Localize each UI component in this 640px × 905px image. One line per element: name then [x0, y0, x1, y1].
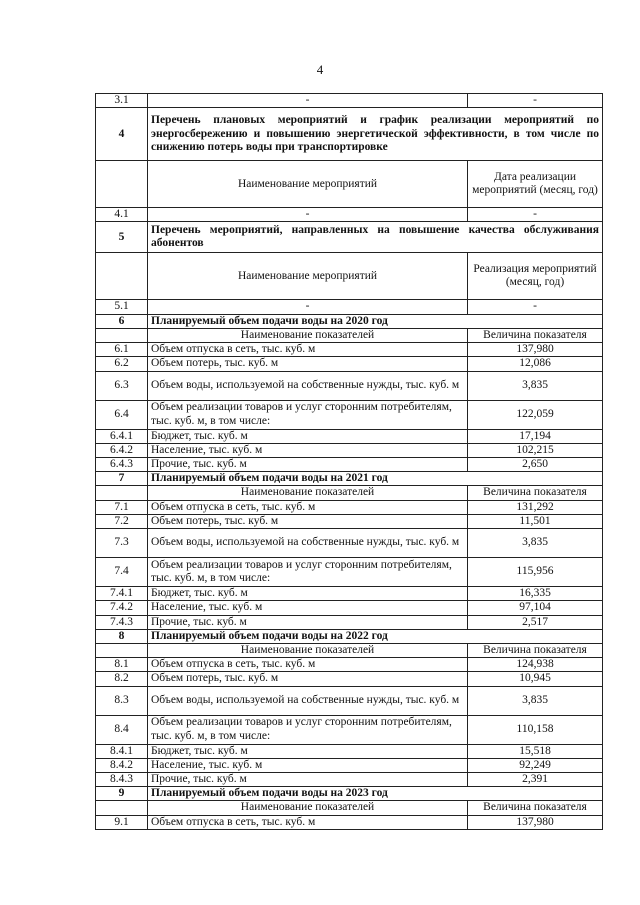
indicator-value: 10,945 — [468, 672, 603, 686]
row-number: 8.4.2 — [96, 758, 148, 772]
empty-cell — [96, 253, 148, 300]
table-row — [96, 429, 603, 443]
table-row — [96, 514, 603, 528]
section-title: Планируемый объем подачи воды на 2020 год — [148, 314, 603, 328]
indicator-name: Объем реализации товаров и услуг сторонним потребителям, тыс. куб. м, в том числе: — [148, 400, 468, 429]
table-row — [96, 773, 603, 787]
row-number: 6.4.2 — [96, 443, 148, 457]
column-header-date: Реализация мероприятий (месяц, год) — [468, 253, 603, 300]
indicator-value: 137,980 — [468, 343, 603, 357]
row-number: 6.4 — [96, 400, 148, 429]
section-header-row — [96, 314, 603, 328]
table-row — [96, 672, 603, 686]
indicator-name: Объем реализации товаров и услуг сторонним потребителям, тыс. куб. м, в том числе: — [148, 715, 468, 744]
section-header-row — [96, 472, 603, 486]
row-number: 8.1 — [96, 658, 148, 672]
row-number: 8.2 — [96, 672, 148, 686]
table-row — [96, 601, 603, 615]
indicator-value: 115,956 — [468, 558, 603, 587]
table-row — [96, 343, 603, 357]
indicator-name: Население, тыс. куб. м — [148, 443, 468, 457]
table-row — [96, 300, 603, 314]
table-row — [96, 615, 603, 629]
row-number: 6.4.1 — [96, 429, 148, 443]
row-number: 6.1 — [96, 343, 148, 357]
dash-cell: - — [468, 208, 603, 222]
row-number: 4.1 — [96, 208, 148, 222]
table-row — [96, 94, 603, 108]
row-number: 8.4.1 — [96, 744, 148, 758]
indicator-value: 3,835 — [468, 371, 603, 400]
dash-cell: - — [468, 300, 603, 314]
table-row — [96, 371, 603, 400]
table-row — [96, 715, 603, 744]
table-row — [96, 558, 603, 587]
column-header-indicator: Наименование показателей — [148, 643, 468, 657]
indicator-name: Бюджет, тыс. куб. м — [148, 744, 468, 758]
indicator-name: Население, тыс. куб. м — [148, 758, 468, 772]
row-number: 7.4.1 — [96, 587, 148, 601]
indicator-value: 2,517 — [468, 615, 603, 629]
column-header-indicator: Наименование показателей — [148, 801, 468, 815]
row-number: 3.1 — [96, 94, 148, 108]
column-header-value: Величина показателя — [468, 801, 603, 815]
section-number: 9 — [96, 787, 148, 801]
section-header-row — [96, 629, 603, 643]
table-row — [96, 815, 603, 829]
indicator-value: 17,194 — [468, 429, 603, 443]
indicator-name: Бюджет, тыс. куб. м — [148, 429, 468, 443]
indicator-name: Объем потерь, тыс. куб. м — [148, 357, 468, 371]
indicator-value: 122,059 — [468, 400, 603, 429]
row-number: 7.2 — [96, 514, 148, 528]
row-number: 7.4 — [96, 558, 148, 587]
indicator-name: Объем отпуска в сеть, тыс. куб. м — [148, 658, 468, 672]
empty-cell — [96, 801, 148, 815]
section-number: 8 — [96, 629, 148, 643]
section-number: 6 — [96, 314, 148, 328]
column-header-indicator: Наименование показателей — [148, 486, 468, 500]
section-number: 5 — [96, 222, 148, 253]
indicator-name: Объем воды, используемой на собственные нужды, тыс. куб. м — [148, 371, 468, 400]
dash-cell: - — [148, 208, 468, 222]
page-number: 4 — [316, 62, 324, 77]
column-header-row — [96, 253, 603, 300]
row-number: 7.1 — [96, 500, 148, 514]
indicator-value: 3,835 — [468, 686, 603, 715]
dash-cell: - — [148, 94, 468, 108]
indicator-name: Объем отпуска в сеть, тыс. куб. м — [148, 343, 468, 357]
row-number: 8.4.3 — [96, 773, 148, 787]
indicator-value: 16,335 — [468, 587, 603, 601]
indicator-name: Прочие, тыс. куб. м — [148, 457, 468, 471]
program-table — [95, 93, 603, 830]
column-header-indicator: Наименование показателей — [148, 328, 468, 342]
indicator-name: Прочие, тыс. куб. м — [148, 773, 468, 787]
empty-cell — [96, 643, 148, 657]
row-number: 8.3 — [96, 686, 148, 715]
indicator-name: Объем отпуска в сеть, тыс. куб. м — [148, 500, 468, 514]
column-header-name: Наименование мероприятий — [148, 253, 468, 300]
empty-cell — [96, 161, 148, 208]
section-header-row — [96, 787, 603, 801]
table-row — [96, 529, 603, 558]
indicator-name: Прочие, тыс. куб. м — [148, 615, 468, 629]
column-header-row — [96, 801, 603, 815]
table-row — [96, 587, 603, 601]
indicator-value: 2,391 — [468, 773, 603, 787]
column-header-row — [96, 161, 603, 208]
row-number: 5.1 — [96, 300, 148, 314]
indicator-value: 97,104 — [468, 601, 603, 615]
section-title: Планируемый объем подачи воды на 2022 год — [148, 629, 603, 643]
empty-cell — [96, 328, 148, 342]
indicator-name: Объем потерь, тыс. куб. м — [148, 672, 468, 686]
indicator-name: Объем воды, используемой на собственные нужды, тыс. куб. м — [148, 529, 468, 558]
table-row — [96, 758, 603, 772]
section-title: Перечень плановых мероприятий и график реализации мероприятий по энергосбережению и повышению энергетической эффективности, в том числе по снижению потерь воды при транспортировке — [148, 108, 603, 161]
row-number: 8.4 — [96, 715, 148, 744]
indicator-name: Объем потерь, тыс. куб. м — [148, 514, 468, 528]
empty-cell — [96, 486, 148, 500]
indicator-name: Население, тыс. куб. м — [148, 601, 468, 615]
row-number: 6.4.3 — [96, 457, 148, 471]
indicator-value: 102,215 — [468, 443, 603, 457]
table-row — [96, 457, 603, 471]
dash-cell: - — [468, 94, 603, 108]
indicator-name: Объем отпуска в сеть, тыс. куб. м — [148, 815, 468, 829]
table-row — [96, 357, 603, 371]
section-title: Перечень мероприятий, направленных на повышение качества обслуживания абонентов — [148, 222, 603, 253]
indicator-name: Объем реализации товаров и услуг сторонним потребителям, тыс. куб. м, в том числе: — [148, 558, 468, 587]
indicator-name: Объем воды, используемой на собственные нужды, тыс. куб. м — [148, 686, 468, 715]
table-row — [96, 500, 603, 514]
indicator-value: 12,086 — [468, 357, 603, 371]
indicator-value: 11,501 — [468, 514, 603, 528]
indicator-value: 131,292 — [468, 500, 603, 514]
section-header-row — [96, 222, 603, 253]
column-header-value: Величина показателя — [468, 643, 603, 657]
column-header-date: Дата реализации мероприятий (месяц, год) — [468, 161, 603, 208]
section-title: Планируемый объем подачи воды на 2023 год — [148, 787, 603, 801]
section-number: 4 — [96, 108, 148, 161]
indicator-value: 124,938 — [468, 658, 603, 672]
table-row — [96, 744, 603, 758]
table-row — [96, 208, 603, 222]
indicator-value: 92,249 — [468, 758, 603, 772]
row-number: 6.2 — [96, 357, 148, 371]
row-number: 7.3 — [96, 529, 148, 558]
column-header-row — [96, 643, 603, 657]
column-header-row — [96, 486, 603, 500]
table-row — [96, 443, 603, 457]
indicator-value: 2,650 — [468, 457, 603, 471]
row-number: 9.1 — [96, 815, 148, 829]
row-number: 7.4.3 — [96, 615, 148, 629]
indicator-value: 3,835 — [468, 529, 603, 558]
column-header-value: Величина показателя — [468, 486, 603, 500]
indicator-name: Бюджет, тыс. куб. м — [148, 587, 468, 601]
section-number: 7 — [96, 472, 148, 486]
indicator-value: 110,158 — [468, 715, 603, 744]
column-header-row — [96, 328, 603, 342]
row-number: 6.3 — [96, 371, 148, 400]
indicator-value: 15,518 — [468, 744, 603, 758]
row-number: 7.4.2 — [96, 601, 148, 615]
section-header-row — [96, 108, 603, 161]
indicator-value: 137,980 — [468, 815, 603, 829]
column-header-name: Наименование мероприятий — [148, 161, 468, 208]
table-row — [96, 686, 603, 715]
table-row — [96, 400, 603, 429]
section-title: Планируемый объем подачи воды на 2021 год — [148, 472, 603, 486]
column-header-value: Величина показателя — [468, 328, 603, 342]
dash-cell: - — [148, 300, 468, 314]
table-row — [96, 658, 603, 672]
